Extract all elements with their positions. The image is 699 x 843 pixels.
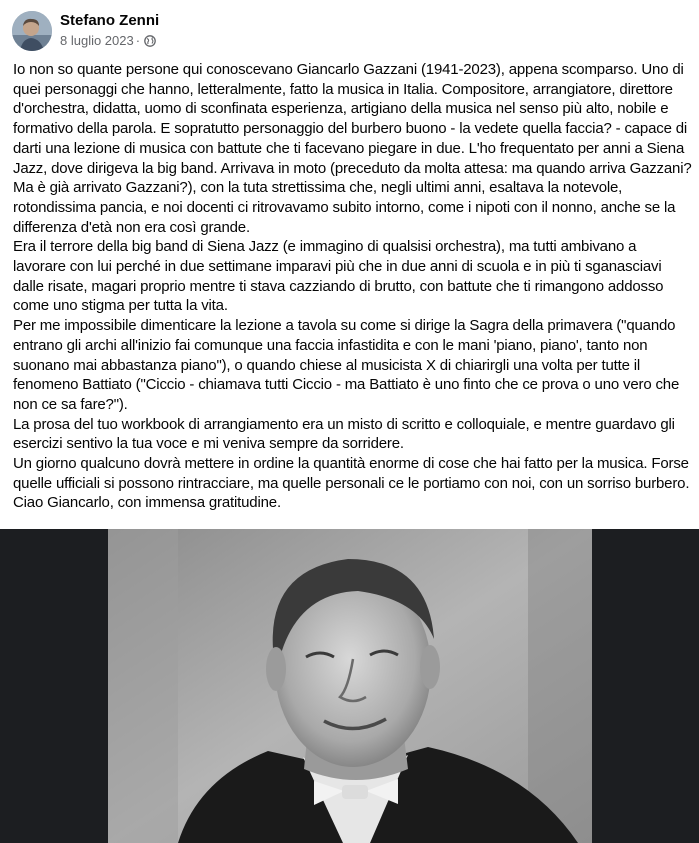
avatar[interactable] (12, 11, 52, 51)
post-paragraph: Un giorno qualcuno dovrà mettere in ordine la quantità enorme di cose che hai fatto per la musica. Forse quelle ufficiali si possono rintracciare, ma quelle personali ce le portiamo con noi, con un sorriso burbero. Ciao Giancarlo, con immensa gratitudine. (13, 455, 690, 512)
post-paragraph: Io non so quante persone qui conoscevano Giancarlo Gazzani (1941-2023), appena scomparso. Uno di quei personaggi che hanno, letteralmente, fatto la musica in Italia. Compositore, arrangiatore, direttore d'orchestra, didatta, uomo di sconfinata esperienza, artigiano della musica nel senso più alto, nobile e formativo della parola. E sopratutto personaggio del burbero buono - la vedete quella faccia? - capace di darti una lezione di musica con battute che ti facevano piegare in due. L'ho frequentato per anni a Siena Jazz, dove dirigeva la big band. Arrivava in moto (preceduto da molta attesa: ma quando arriva Gazzani? Ma è già arrivato Gazzani?), con la tuta strettissima che, negli ultimi anni, esaltava la notevole, rotondissima pancia, e noi docenti ci ritrovavamo subito intorno, come i nipoti con il nonno, anche se la differenza d'età non era così grande. (13, 61, 692, 236)
post-paragraph: Era il terrore della big band di Siena Jazz (e immagino di qualsisi orchestra), ma tutti ambivano a lavorare con lui perché in due settimane imparavi più che in due anni di scuola e in più ti sganasciavi dalle risate, magari proprio mentre ti stava cazziando di brutto, con battute che ti rimangono addosso come uno stigma per tutta la vita. (13, 238, 664, 315)
globe-icon[interactable] (144, 35, 156, 47)
post-date[interactable]: 8 luglio 2023 (60, 33, 134, 48)
post-header (0, 0, 699, 56)
post-meta (60, 33, 156, 49)
post-body (13, 60, 693, 513)
post-photo-container[interactable] (0, 529, 699, 843)
post-photo[interactable] (108, 529, 592, 843)
post-paragraph: Per me impossibile dimenticare la lezione a tavola su come si dirige la Sagra della primavera ("quando entrano gli archi all'inizio fai comunque una faccia infastidita e con le mani 'piano, piano', tanto non suonano mai abbastanza piano"), o quando chiese al musicista X di chiarirgli una volta per tutte il fenomeno Battiato ("Ciccio - chiamava tutti Ciccio - ma Battiato è uno finto che ce prova o uno vero che non ce sa fare?"). (13, 317, 680, 413)
author-name[interactable]: Stefano Zenni (60, 12, 160, 29)
meta-separator: · (135, 33, 141, 48)
post-paragraph: La prosa del tuo workbook di arrangiamento era un misto di scritto e colloquiale, e mentre guardavo gli esercizi sentivo la tua voce e mi veniva sempre da sorridere. (13, 415, 675, 453)
